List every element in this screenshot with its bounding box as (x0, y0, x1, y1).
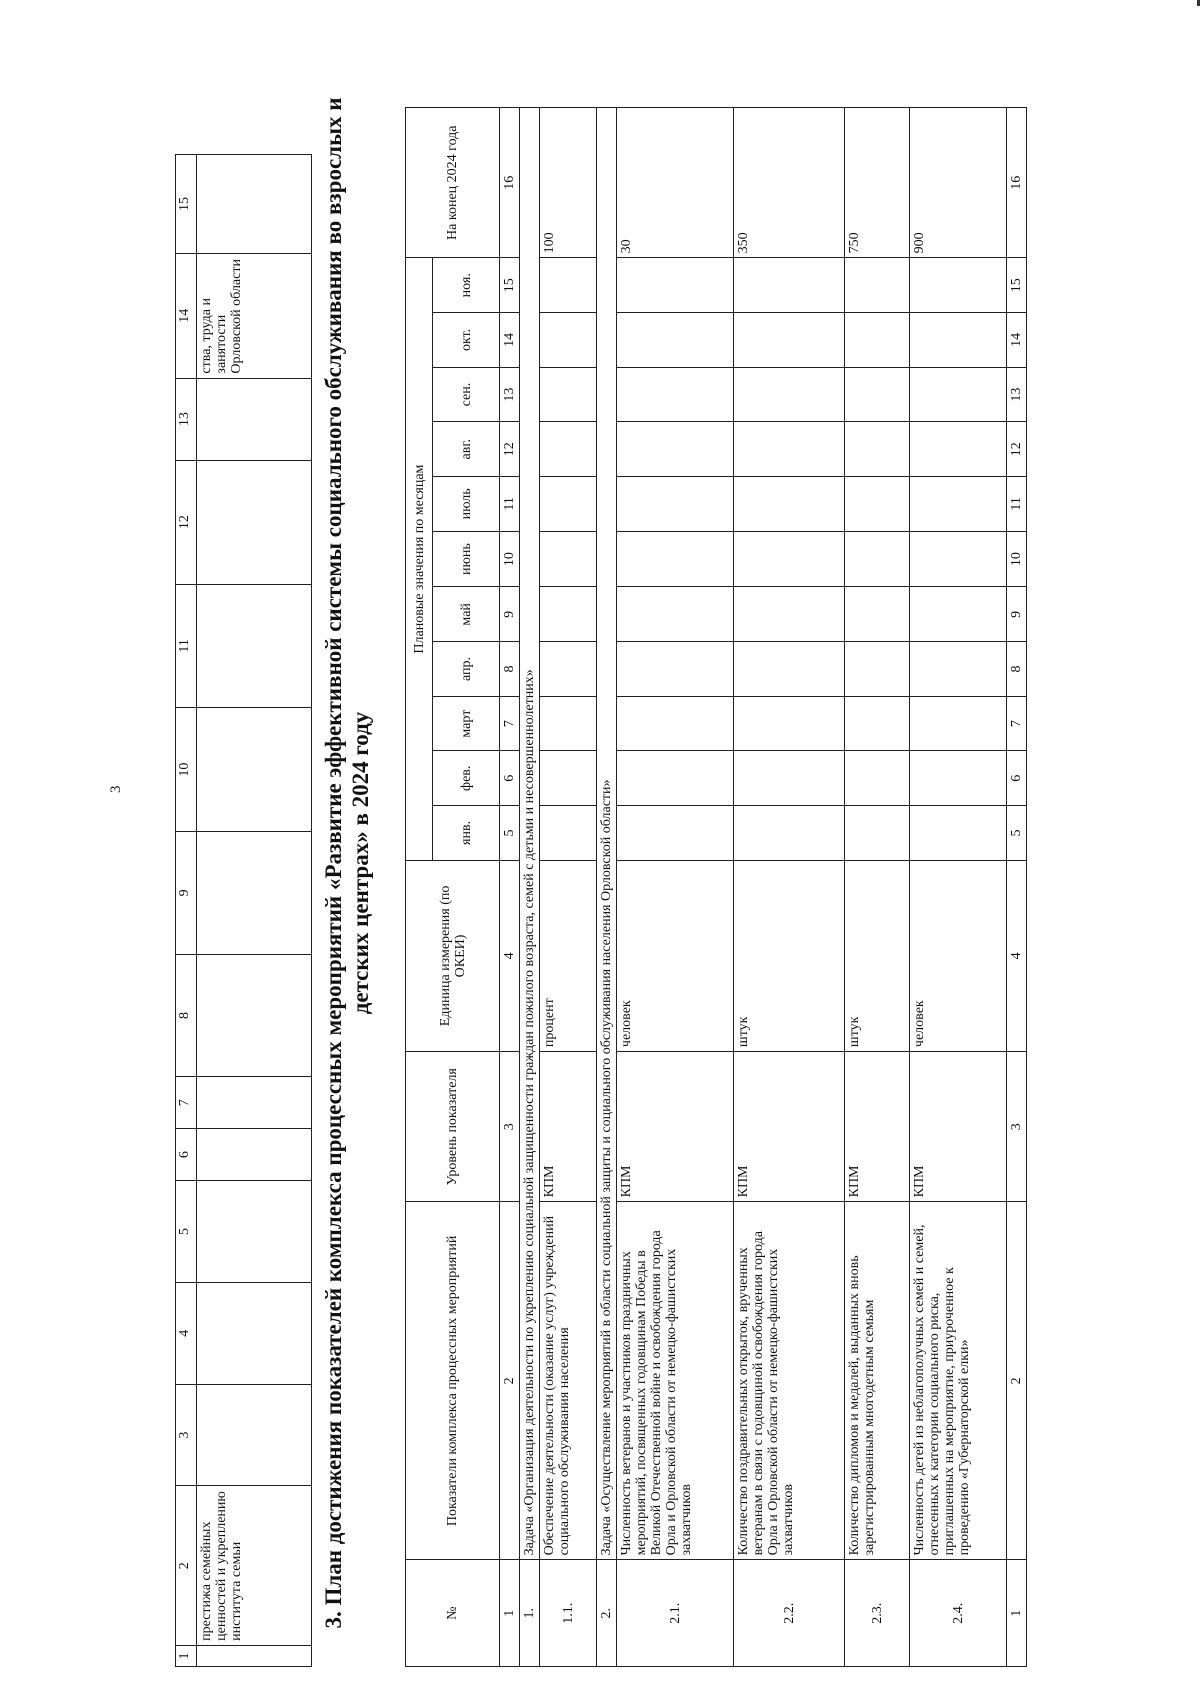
top-header-cell: 2 (176, 1486, 197, 1645)
top-header-cell: 1 (176, 1645, 197, 1666)
indicator-level: КПМ (617, 1052, 734, 1202)
col-number: 5 (1007, 806, 1027, 861)
indicator-text: Количество дипломов и медалей, выданных вновь зарегистрированным многодетным семьям (845, 1202, 910, 1560)
col-number: 3 (1007, 1052, 1027, 1202)
col-number: 10 (500, 531, 520, 587)
top-table (175, 154, 312, 1667)
indicator-year-end: 350 (734, 108, 845, 258)
indicator-unit: человек (910, 860, 1007, 1051)
header-no: № (406, 1560, 500, 1667)
col-number: 6 (1007, 751, 1027, 806)
plan-table (405, 107, 1027, 1667)
indicator-year-end: 900 (910, 108, 1007, 258)
indicator-unit: процент (540, 860, 597, 1051)
task-row (597, 108, 617, 1667)
col-number: 14 (500, 313, 520, 368)
column-number-row (500, 108, 520, 1667)
month-header: июль (433, 477, 500, 532)
col-number: 15 (1007, 258, 1027, 313)
month-header: окт. (433, 313, 500, 368)
top-cell (197, 155, 312, 254)
col-number: 7 (1007, 696, 1027, 751)
col-number: 1 (1007, 1560, 1027, 1667)
month-header: янв. (433, 806, 500, 861)
task-number: 1. (520, 1560, 540, 1667)
top-cell (197, 1282, 312, 1384)
indicator-number: 2.3. (845, 1560, 910, 1667)
top-cell (197, 460, 312, 584)
col-number: 3 (500, 1052, 520, 1202)
indicator-row (845, 108, 910, 1667)
indicator-number: 1.1. (540, 1560, 597, 1667)
indicator-number: 2.4. (910, 1560, 1007, 1667)
top-header-cell: 4 (176, 1282, 197, 1384)
indicator-text: Численность детей из неблагополучных семей и семей, отнесенных к категории социального риска, приглашенных на мероприятие, приуроченное к проведению «Губернаторской елки» (910, 1202, 1007, 1560)
col-number: 9 (500, 587, 520, 642)
indicator-row (734, 108, 845, 1667)
indicator-number: 2.1. (617, 1560, 734, 1667)
col-number: 9 (1007, 587, 1027, 642)
top-header-cell: 7 (176, 1077, 197, 1129)
top-cell (197, 1645, 312, 1666)
col-number: 11 (1007, 477, 1027, 532)
col-number: 13 (1007, 367, 1027, 422)
col-number: 14 (1007, 313, 1027, 368)
col-number: 5 (500, 806, 520, 861)
col-number: 8 (1007, 642, 1027, 697)
top-cell (197, 1384, 312, 1486)
col-number: 13 (500, 367, 520, 422)
task-text: Задача «Осуществление мероприятий в области социальной защиты и социального обслуживания населения Орловской области» (597, 108, 617, 1560)
indicator-level: КПМ (540, 1052, 597, 1202)
header-plan-group: Плановые значения по месяцам (406, 258, 433, 860)
col-number: 8 (500, 642, 520, 697)
top-header-cell: 13 (176, 378, 197, 460)
page-number: 3 (108, 785, 124, 793)
top-cell (197, 584, 312, 708)
month-header: июнь (433, 531, 500, 587)
top-header-cell: 12 (176, 460, 197, 584)
month-header: ноя. (433, 258, 500, 313)
col-number: 7 (500, 696, 520, 751)
top-header-cell: 14 (176, 253, 197, 378)
col-number: 11 (500, 477, 520, 532)
indicator-text: Количество поздравительных открыток, врученных ветеранам в связи с годовщиной освобождения города Орла и Орловской области от немецко-фашистских захватчиков (734, 1202, 845, 1560)
top-cell (197, 708, 312, 832)
indicator-year-end: 750 (845, 108, 910, 258)
month-header: апр. (433, 642, 500, 697)
month-header: авг. (433, 422, 500, 477)
indicator-number: 2.2. (734, 1560, 845, 1667)
indicator-unit: человек (617, 860, 734, 1051)
col-number: 1 (500, 1560, 520, 1667)
header-unit: Единица измерения (по ОКЕИ) (406, 860, 500, 1051)
col-number: 2 (500, 1202, 520, 1560)
top-cell (197, 1129, 312, 1181)
col-number: 16 (1007, 108, 1027, 258)
indicator-text: Численность ветеранов и участников праздничных мероприятий, посвященных годовщинам Победы в Великой Отечественной войне и освобождения города Орла и Орловской области от немецко-фашистских захватчиков (617, 1202, 734, 1560)
document-title: 3. План достижения показателей комплекса процессных мероприятий «Развитие эффективной системы социального обслуживания во взрослых и детских центрах» в 2024 году (321, 97, 373, 1629)
month-header: май (433, 587, 500, 642)
month-header: сен. (433, 367, 500, 422)
top-table-header (176, 155, 197, 1667)
indicator-level: КПМ (910, 1052, 1007, 1202)
top-cell (197, 832, 312, 955)
col-number: 10 (1007, 531, 1027, 587)
top-cell (197, 954, 312, 1077)
indicator-row (617, 108, 734, 1667)
indicator-level: КПМ (734, 1052, 845, 1202)
top-header-cell: 11 (176, 584, 197, 708)
top-header-cell: 5 (176, 1181, 197, 1283)
col-number: 16 (500, 108, 520, 258)
indicator-unit: штук (845, 860, 910, 1051)
header-year-end: На конец 2024 года (406, 108, 500, 258)
indicator-year-end: 100 (540, 108, 597, 258)
column-number-row-bottom (1007, 108, 1027, 1667)
top-cell-executor: ства, труда и занятости Орловской области (197, 253, 312, 378)
col-number: 2 (1007, 1202, 1027, 1560)
top-cell (197, 378, 312, 460)
top-table-row (197, 155, 312, 1667)
header-level: Уровень показателя (406, 1052, 500, 1202)
indicator-row (910, 108, 1007, 1667)
indicator-year-end: 30 (617, 108, 734, 258)
indicator-level: КПМ (845, 1052, 910, 1202)
indicator-text: Обеспечение деятельности (оказание услуг) учреждений социального обслуживания населения (540, 1202, 597, 1560)
top-cell (197, 1181, 312, 1283)
task-number: 2. (597, 1560, 617, 1667)
top-cell (197, 1077, 312, 1129)
header-row-top (406, 108, 433, 1667)
col-number: 15 (500, 258, 520, 313)
top-header-cell: 8 (176, 954, 197, 1077)
indicator-row (540, 108, 597, 1667)
col-number: 6 (500, 751, 520, 806)
top-header-cell: 3 (176, 1384, 197, 1486)
header-indicator: Показатели комплекса процессных мероприятий (406, 1202, 500, 1560)
col-number: 4 (1007, 860, 1027, 1051)
col-number: 12 (500, 422, 520, 477)
col-number: 4 (500, 860, 520, 1051)
top-header-cell: 10 (176, 708, 197, 832)
top-header-cell: 9 (176, 832, 197, 955)
col-number: 12 (1007, 422, 1027, 477)
indicator-unit: штук (734, 860, 845, 1051)
top-header-cell: 15 (176, 155, 197, 254)
task-row (520, 108, 540, 1667)
top-header-cell: 6 (176, 1129, 197, 1181)
month-header: фев. (433, 751, 500, 806)
top-cell-measure: престижа семейных ценностей и укреплению института семьи (197, 1486, 312, 1645)
task-text: Задача «Организация деятельности по укреплению социальной защищенности граждан пожилого возраста, семей с детьми и несовершеннолетних» (520, 108, 540, 1560)
month-header: март (433, 696, 500, 751)
